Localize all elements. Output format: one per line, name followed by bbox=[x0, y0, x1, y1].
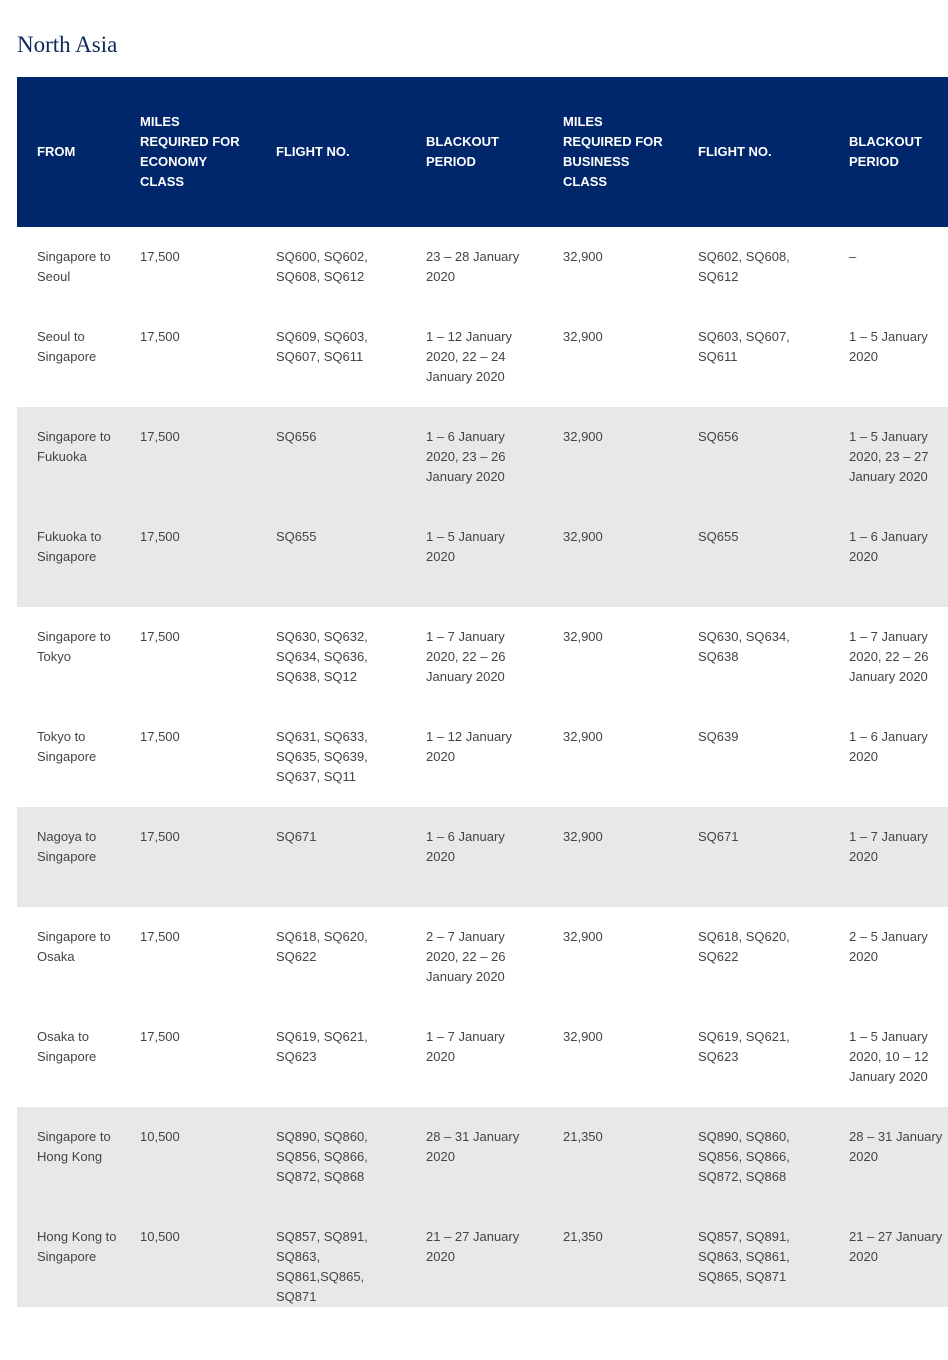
cell-business-flights: SQ890, SQ860, SQ856, SQ866, SQ872, SQ868 bbox=[698, 1129, 790, 1184]
cell-business-blackout: 1 – 5 January 2020 bbox=[849, 329, 928, 364]
cell-economy-flights: SQ631, SQ633, SQ635, SQ639, SQ637, SQ11 bbox=[276, 729, 368, 784]
cell-business-miles: 32,900 bbox=[563, 529, 603, 544]
table-row bbox=[17, 907, 948, 1007]
cell-business-miles: 32,900 bbox=[563, 829, 603, 844]
cell-business-blackout: 1 – 7 January 2020, 22 – 26 January 2020 bbox=[849, 629, 929, 684]
cell-economy-flights: SQ630, SQ632, SQ634, SQ636, SQ638, SQ12 bbox=[276, 629, 368, 684]
cell-economy-flights: SQ618, SQ620, SQ622 bbox=[276, 929, 368, 964]
cell-economy-blackout: 2 – 7 January 2020, 22 – 26 January 2020 bbox=[426, 929, 506, 984]
cell-business-blackout: 21 – 27 January 2020 bbox=[849, 1229, 943, 1264]
cell-economy-flights: SQ609, SQ603, SQ607, SQ611 bbox=[276, 329, 368, 364]
table-body bbox=[17, 227, 948, 1307]
cell-from: Singapore to Hong Kong bbox=[37, 1129, 111, 1164]
section-title: North Asia bbox=[17, 32, 118, 57]
cell-economy-blackout: 1 – 12 January 2020 bbox=[426, 729, 513, 764]
cell-economy-blackout: 1 – 6 January 2020, 23 – 26 January 2020 bbox=[426, 429, 506, 484]
cell-economy-flights: SQ655 bbox=[276, 529, 317, 544]
cell-business-miles: 21,350 bbox=[563, 1229, 603, 1244]
table-row bbox=[17, 307, 948, 407]
cell-business-blackout: 1 – 5 January 2020, 23 – 27 January 2020 bbox=[849, 429, 929, 484]
cell-business-flights: SQ655 bbox=[698, 529, 739, 544]
cell-business-flights: SQ602, SQ608, SQ612 bbox=[698, 249, 790, 284]
cell-business-miles: 32,900 bbox=[563, 1029, 603, 1044]
cell-economy-miles: 17,500 bbox=[140, 429, 180, 444]
table-row bbox=[17, 807, 948, 907]
table-header bbox=[17, 77, 948, 227]
cell-economy-miles: 17,500 bbox=[140, 1029, 180, 1044]
table-header-row bbox=[17, 77, 948, 227]
cell-from: Fukuoka to Singapore bbox=[37, 529, 102, 564]
cell-economy-flights: SQ671 bbox=[276, 829, 317, 844]
table-row bbox=[17, 1207, 948, 1307]
cell-economy-blackout: 1 – 7 January 2020, 22 – 26 January 2020 bbox=[426, 629, 506, 684]
cell-business-flights: SQ630, SQ634, SQ638 bbox=[698, 629, 790, 664]
cell-economy-blackout: 1 – 7 January 2020 bbox=[426, 1029, 505, 1064]
table-row bbox=[17, 407, 948, 507]
cell-business-flights: SQ618, SQ620, SQ622 bbox=[698, 929, 790, 964]
header-from: FROM bbox=[37, 144, 76, 159]
cell-business-flights: SQ857, SQ891, SQ863, SQ861, SQ865, SQ871 bbox=[698, 1229, 790, 1284]
cell-economy-blackout: 1 – 12 January 2020, 22 – 24 January 2020 bbox=[426, 329, 513, 384]
cell-business-blackout: 28 – 31 January 2020 bbox=[849, 1129, 943, 1164]
header-business-blackout: BLACKOUT PERIOD bbox=[849, 134, 922, 169]
table-row bbox=[17, 507, 948, 607]
cell-business-miles: 32,900 bbox=[563, 629, 603, 644]
cell-economy-blackout: 21 – 27 January 2020 bbox=[426, 1229, 520, 1264]
cell-economy-blackout: 28 – 31 January 2020 bbox=[426, 1129, 520, 1164]
cell-business-miles: 21,350 bbox=[563, 1129, 603, 1144]
cell-business-blackout: 1 – 6 January 2020 bbox=[849, 529, 928, 564]
cell-from: Seoul to Singapore bbox=[37, 329, 97, 364]
cell-economy-miles: 17,500 bbox=[140, 829, 180, 844]
cell-economy-blackout: 1 – 5 January 2020 bbox=[426, 529, 505, 564]
cell-economy-flights: SQ600, SQ602, SQ608, SQ612 bbox=[276, 249, 368, 284]
table-row bbox=[17, 707, 948, 807]
cell-economy-miles: 17,500 bbox=[140, 329, 180, 344]
cell-from: Osaka to Singapore bbox=[37, 1029, 97, 1064]
table-row bbox=[17, 227, 948, 307]
cell-business-flights: SQ656 bbox=[698, 429, 739, 444]
cell-economy-flights: SQ619, SQ621, SQ623 bbox=[276, 1029, 368, 1064]
cell-business-miles: 32,900 bbox=[563, 929, 603, 944]
cell-economy-blackout: 23 – 28 January 2020 bbox=[426, 249, 520, 284]
cell-business-blackout: 1 – 6 January 2020 bbox=[849, 729, 928, 764]
cell-from: Singapore to Seoul bbox=[37, 249, 111, 284]
cell-business-flights: SQ639 bbox=[698, 729, 739, 744]
cell-economy-miles: 17,500 bbox=[140, 929, 180, 944]
award-miles-table bbox=[17, 77, 948, 1307]
table-row bbox=[17, 607, 948, 707]
cell-business-blackout: – bbox=[849, 249, 857, 264]
cell-from: Nagoya to Singapore bbox=[37, 829, 97, 864]
cell-from: Hong Kong to Singapore bbox=[37, 1229, 117, 1264]
header-economy-flight-no: FLIGHT NO. bbox=[276, 144, 350, 159]
cell-from: Singapore to Osaka bbox=[37, 929, 111, 964]
cell-business-blackout: 1 – 5 January 2020, 10 – 12 January 2020 bbox=[849, 1029, 929, 1084]
header-business-flight-no: FLIGHT NO. bbox=[698, 144, 772, 159]
cell-business-miles: 32,900 bbox=[563, 729, 603, 744]
cell-business-flights: SQ671 bbox=[698, 829, 739, 844]
table-row bbox=[17, 1007, 948, 1107]
header-business-miles: MILES REQUIRED FOR BUSINESS CLASS bbox=[563, 114, 663, 189]
cell-business-miles: 32,900 bbox=[563, 249, 603, 264]
cell-business-blackout: 2 – 5 January 2020 bbox=[849, 929, 928, 964]
cell-economy-blackout: 1 – 6 January 2020 bbox=[426, 829, 505, 864]
cell-economy-flights: SQ656 bbox=[276, 429, 317, 444]
cell-economy-miles: 17,500 bbox=[140, 249, 180, 264]
cell-business-flights: SQ619, SQ621, SQ623 bbox=[698, 1029, 790, 1064]
table-row bbox=[17, 1107, 948, 1207]
cell-economy-flights: SQ857, SQ891, SQ863, SQ861,SQ865, SQ871 bbox=[276, 1229, 368, 1304]
cell-economy-miles: 17,500 bbox=[140, 629, 180, 644]
cell-business-miles: 32,900 bbox=[563, 429, 603, 444]
cell-economy-miles: 10,500 bbox=[140, 1129, 180, 1144]
cell-economy-miles: 17,500 bbox=[140, 729, 180, 744]
header-economy-miles: MILES REQUIRED FOR ECONOMY CLASS bbox=[140, 114, 240, 189]
cell-economy-miles: 17,500 bbox=[140, 529, 180, 544]
cell-business-blackout: 1 – 7 January 2020 bbox=[849, 829, 928, 864]
cell-from: Singapore to Tokyo bbox=[37, 629, 111, 664]
header-economy-blackout: BLACKOUT PERIOD bbox=[426, 134, 499, 169]
cell-economy-flights: SQ890, SQ860, SQ856, SQ866, SQ872, SQ868 bbox=[276, 1129, 368, 1184]
cell-from: Tokyo to Singapore bbox=[37, 729, 97, 764]
cell-business-flights: SQ603, SQ607, SQ611 bbox=[698, 329, 790, 364]
cell-economy-miles: 10,500 bbox=[140, 1229, 180, 1244]
cell-from: Singapore to Fukuoka bbox=[37, 429, 111, 464]
cell-business-miles: 32,900 bbox=[563, 329, 603, 344]
